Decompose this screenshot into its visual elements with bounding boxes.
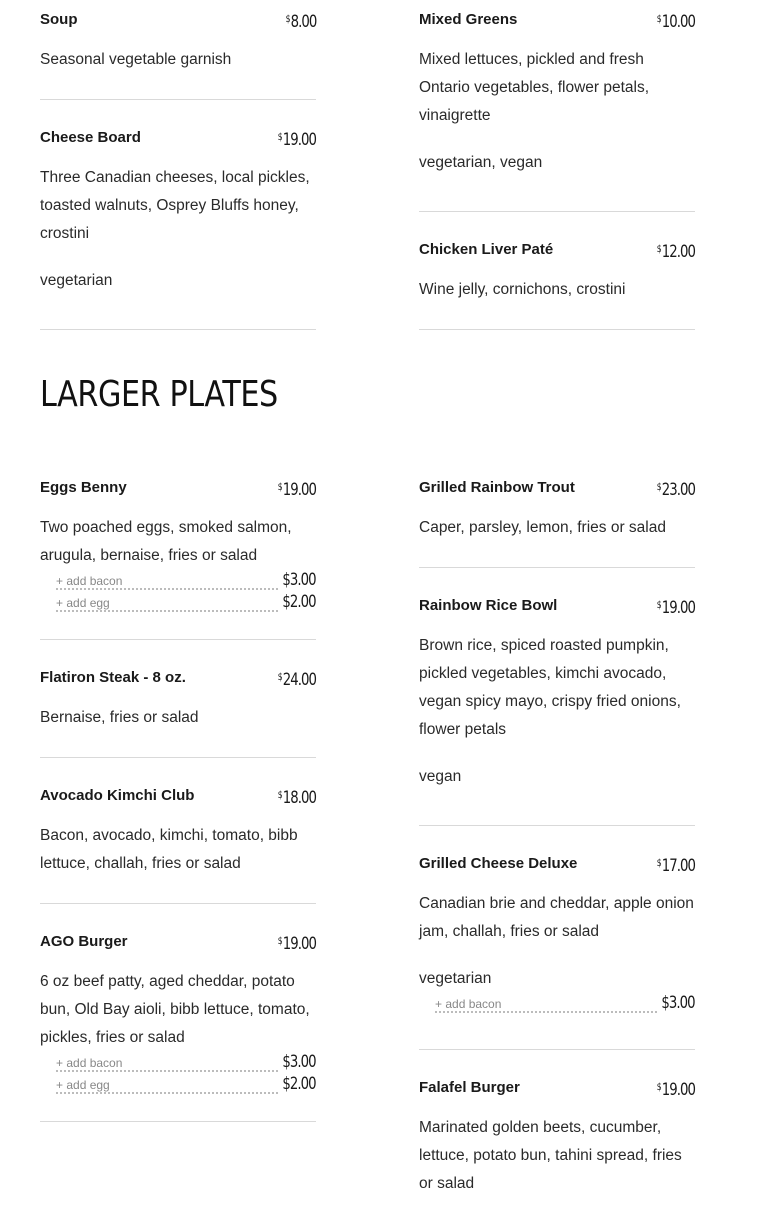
divider xyxy=(419,1049,695,1050)
item-description: Two poached eggs, smoked salmon, arugula, bernaise, fries or salad xyxy=(40,519,292,564)
addon-label: + add egg xyxy=(56,1078,113,1092)
addon-label: + add bacon xyxy=(56,1056,125,1070)
item-name: Grilled Rainbow Trout xyxy=(419,479,575,496)
item-description: Canadian brie and cheddar, apple onion jam, challah, fries or salad xyxy=(419,895,694,940)
item-price: $19.00 xyxy=(656,1080,695,1100)
item-price: $19.00 xyxy=(277,130,316,150)
item-dietary-tags: vegan xyxy=(419,768,462,785)
item-price: $19.00 xyxy=(656,598,695,618)
menu-item-eggs-benny xyxy=(40,478,316,614)
addon-label: + add egg xyxy=(56,596,113,610)
item-description: Bernaise, fries or salad xyxy=(40,709,199,726)
divider xyxy=(419,825,695,826)
item-price: $23.00 xyxy=(656,480,695,500)
addon-price: $3.00 xyxy=(661,993,695,1013)
menu-item-soup xyxy=(40,10,316,74)
item-description: Brown rice, spiced roasted pumpkin, pickled vegetables, kimchi avocado, vegan spicy mayo, crispy fried onions, flower petals xyxy=(419,637,681,738)
item-price: $12.00 xyxy=(656,242,695,262)
divider xyxy=(40,329,316,330)
menu-item-avocado-kimchi-club xyxy=(40,786,316,878)
item-name: Falafel Burger xyxy=(419,1079,520,1096)
item-name: Avocado Kimchi Club xyxy=(40,787,195,804)
menu-item-mixed-greens xyxy=(419,10,695,177)
addon-row xyxy=(56,592,316,614)
addon-price: $2.00 xyxy=(282,592,316,612)
item-name: Flatiron Steak - 8 oz. xyxy=(40,669,186,686)
divider xyxy=(419,329,695,330)
item-price: $19.00 xyxy=(277,934,316,954)
menu-item-rainbow-rice-bowl xyxy=(419,596,695,791)
item-dietary-tags: vegetarian xyxy=(40,272,113,289)
addon-row xyxy=(56,570,316,592)
divider xyxy=(40,639,316,640)
item-dietary-tags: vegetarian, vegan xyxy=(419,154,543,171)
item-price: $24.00 xyxy=(277,670,316,690)
menu-item-grilled-cheese-deluxe xyxy=(419,854,695,1015)
item-name: Cheese Board xyxy=(40,129,141,146)
item-description: Three Canadian cheeses, local pickles, toasted walnuts, Osprey Bluffs honey, crostini xyxy=(40,169,310,242)
addon-price: $3.00 xyxy=(282,1052,316,1072)
addon-price: $3.00 xyxy=(282,570,316,590)
item-name: Eggs Benny xyxy=(40,479,127,496)
item-description: Bacon, avocado, kimchi, tomato, bibb lettuce, challah, fries or salad xyxy=(40,827,298,872)
divider xyxy=(40,903,316,904)
addon-row xyxy=(435,993,695,1015)
item-description: Marinated golden beets, cucumber, lettuce, potato bun, tahini spread, fries or salad xyxy=(419,1119,682,1192)
divider xyxy=(419,567,695,568)
item-name: Mixed Greens xyxy=(419,11,518,28)
item-name: Chicken Liver Paté xyxy=(419,241,554,258)
item-price: $18.00 xyxy=(277,788,316,808)
item-description: Seasonal vegetable garnish xyxy=(40,51,232,68)
addon-label: + add bacon xyxy=(56,574,125,588)
menu-item-ago-burger xyxy=(40,932,316,1096)
divider xyxy=(40,757,316,758)
menu-item-grilled-rainbow-trout xyxy=(419,478,695,542)
item-price: $10.00 xyxy=(656,12,695,32)
divider xyxy=(40,99,316,100)
addon-price: $2.00 xyxy=(282,1074,316,1094)
addon-row xyxy=(56,1074,316,1096)
item-description: Caper, parsley, lemon, fries or salad xyxy=(419,519,666,536)
item-price: $17.00 xyxy=(656,856,695,876)
item-dietary-tags: vegetarian xyxy=(419,970,492,987)
menu-item-cheese-board xyxy=(40,128,316,295)
item-name: Soup xyxy=(40,11,78,28)
item-description: 6 oz beef patty, aged cheddar, potato bun, Old Bay aioli, bibb lettuce, tomato, pickles, fries or salad xyxy=(40,973,310,1046)
divider xyxy=(419,211,695,212)
item-description: Wine jelly, cornichons, crostini xyxy=(419,281,626,298)
menu-item-chicken-liver-pate xyxy=(419,240,695,304)
addon-row xyxy=(56,1052,316,1074)
item-name: AGO Burger xyxy=(40,933,128,950)
section-title-larger-plates: LARGER PLATES xyxy=(40,374,278,415)
addon-label: + add bacon xyxy=(435,997,504,1011)
menu-item-falafel-burger xyxy=(419,1078,695,1198)
item-name: Rainbow Rice Bowl xyxy=(419,597,558,614)
item-name: Grilled Cheese Deluxe xyxy=(419,855,578,872)
divider xyxy=(40,1121,316,1122)
item-price: $19.00 xyxy=(277,480,316,500)
item-price: $8.00 xyxy=(285,12,316,32)
menu-item-flatiron-steak xyxy=(40,668,316,732)
item-description: Mixed lettuces, pickled and fresh Ontario vegetables, flower petals, vinaigrette xyxy=(419,51,650,124)
